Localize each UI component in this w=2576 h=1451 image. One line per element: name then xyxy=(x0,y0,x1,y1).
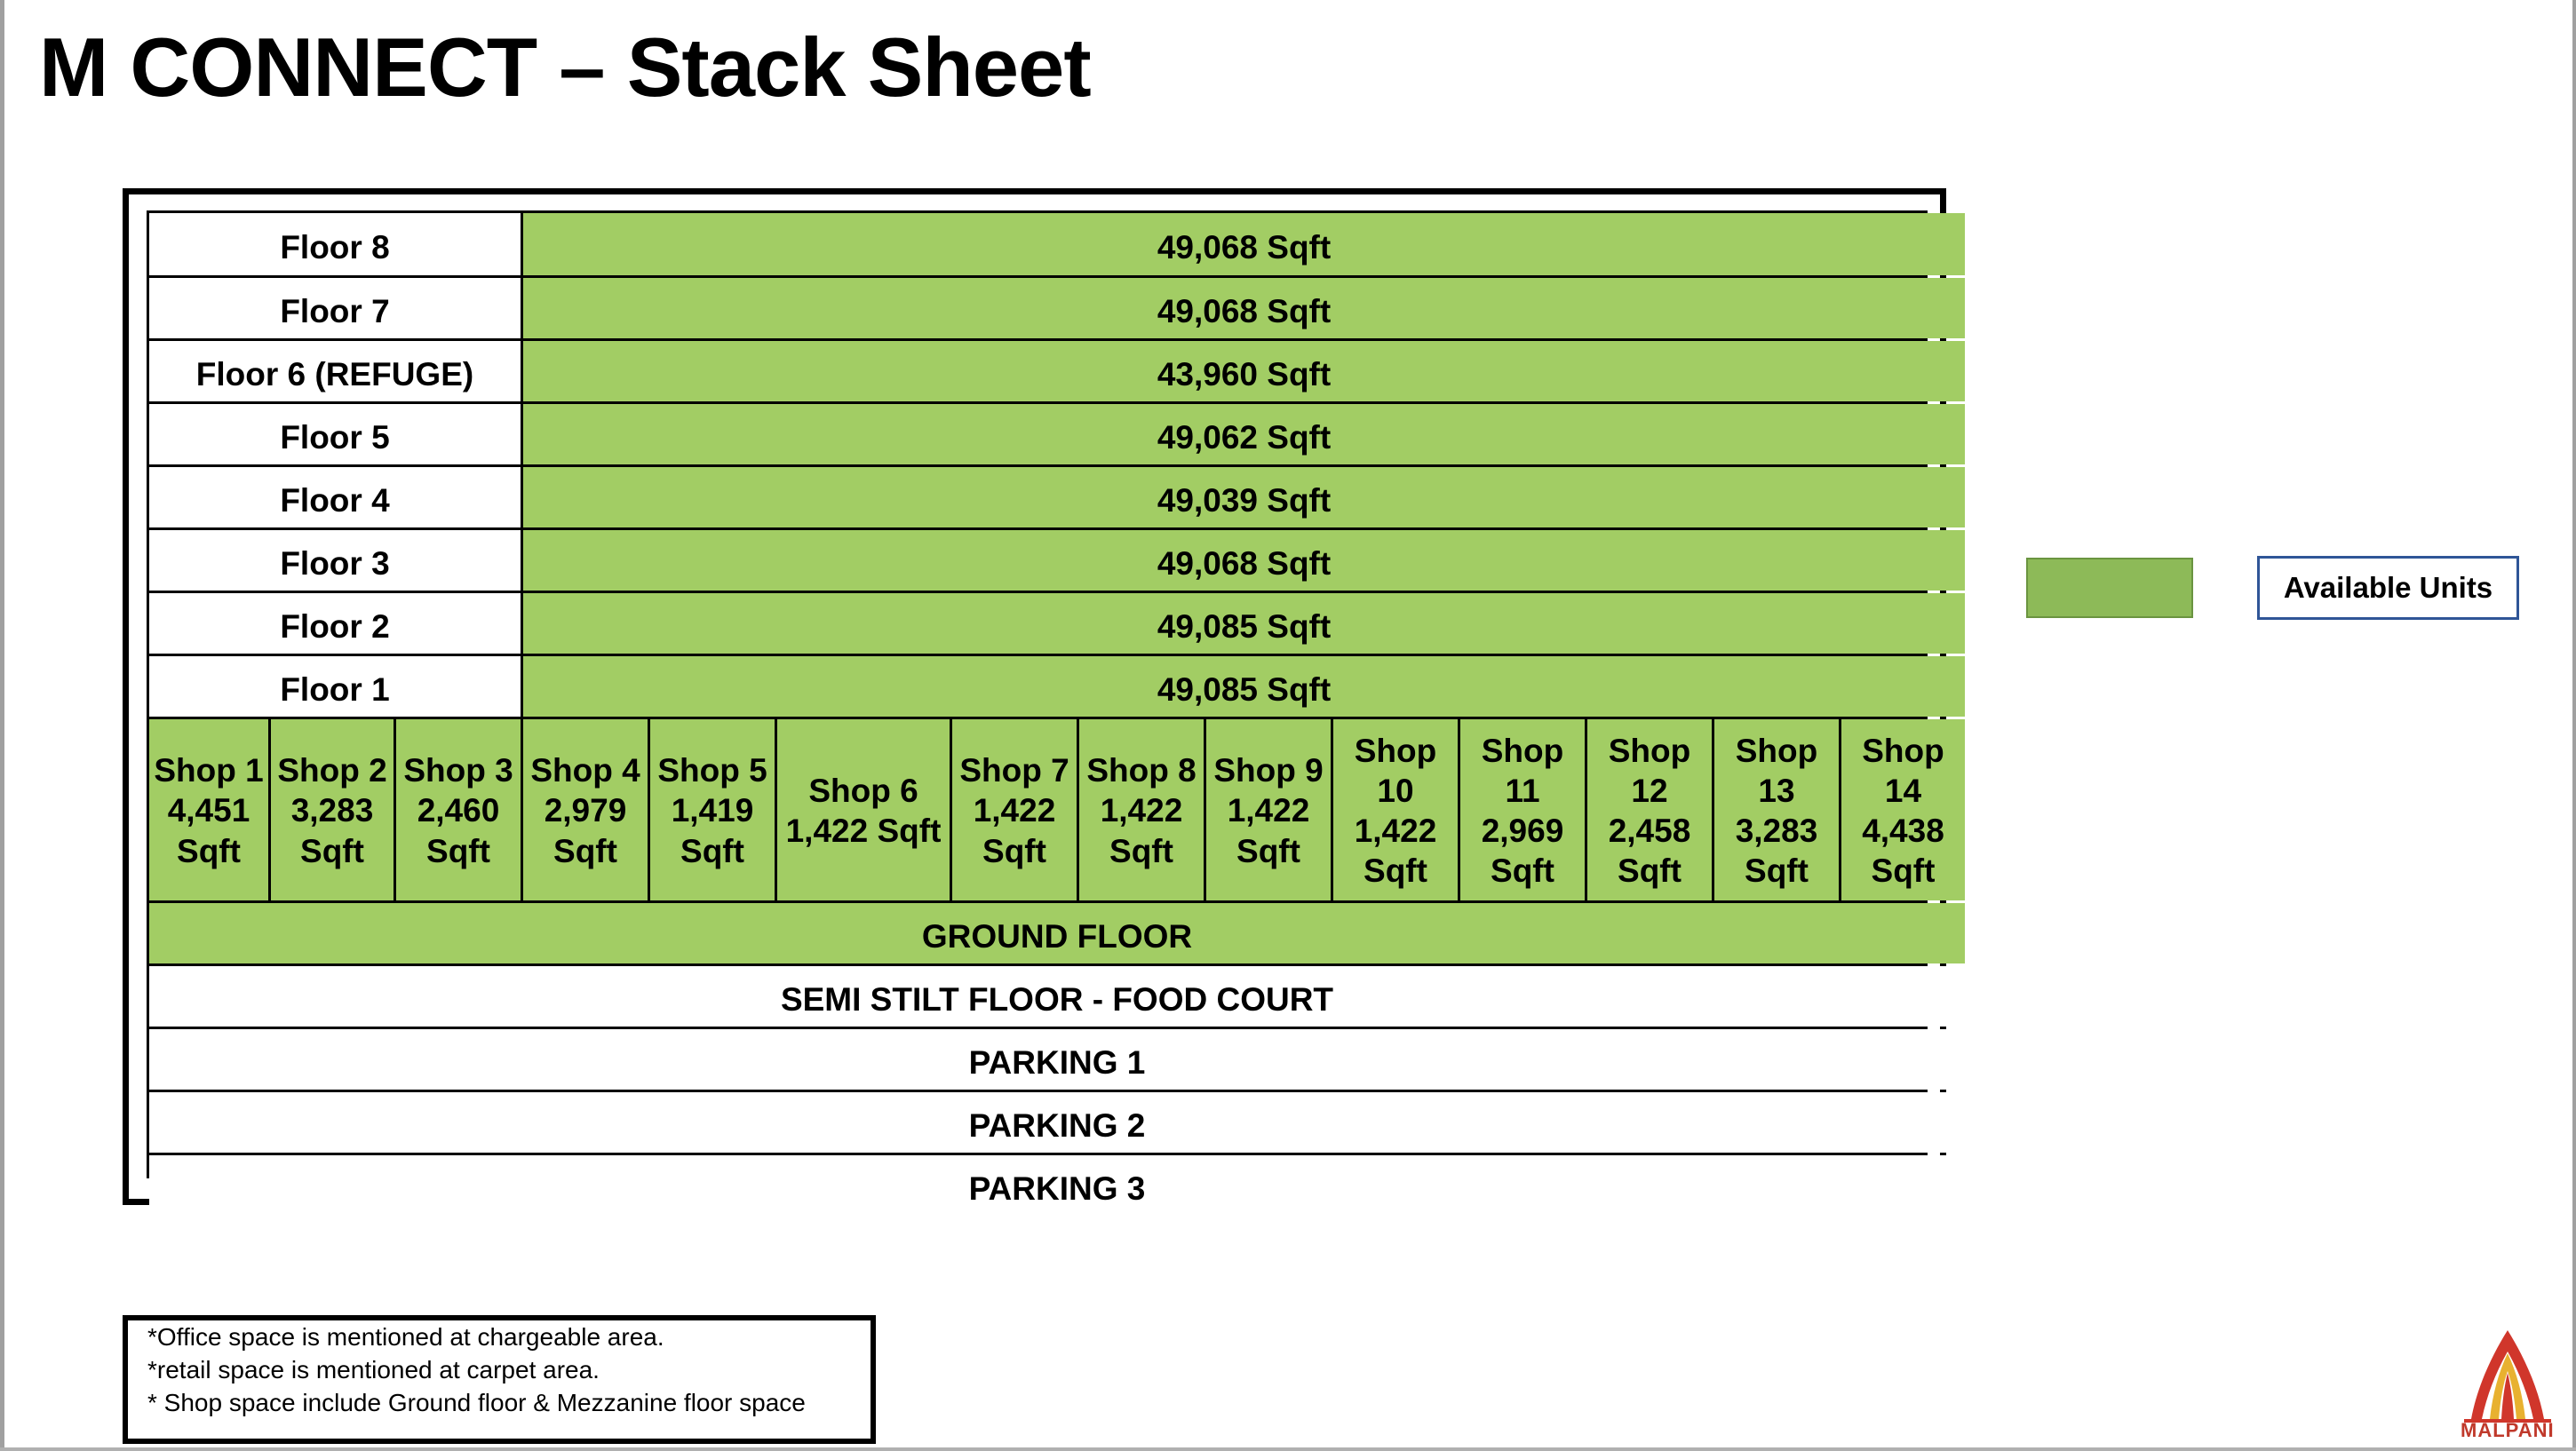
shop-number: 14 xyxy=(1884,772,1922,809)
shop-unit: Sqft xyxy=(1618,852,1682,890)
shop-name: Shop 9 xyxy=(1213,752,1324,789)
shop-8 xyxy=(1079,719,1204,900)
shop-area: 1,422 xyxy=(1227,792,1310,829)
stack-sheet-table xyxy=(147,210,1944,1208)
slide-border-right xyxy=(2572,0,2576,1451)
shop-1 xyxy=(149,719,268,900)
shop-number: 11 xyxy=(1505,772,1540,809)
note-shop-space: * Shop space include Ground floor & Mezzanine floor space xyxy=(147,1389,806,1416)
floor-area-3: 49,068 Sqft xyxy=(523,530,1965,591)
shop-name: Shop 1 xyxy=(154,752,264,789)
shop-unit: Sqft xyxy=(300,832,364,869)
shop-number: 12 xyxy=(1631,772,1668,809)
shop-area: 3,283 xyxy=(290,792,374,829)
shop-name: Shop 6 xyxy=(808,772,918,809)
logo-text: MALPANI xyxy=(2461,1419,2555,1441)
shop-area: 2,460 xyxy=(417,792,500,829)
page-title: M CONNECT – Stack Sheet xyxy=(39,20,1091,114)
shop-7 xyxy=(952,719,1077,900)
shop-area: 1,422 xyxy=(1100,792,1183,829)
shop-number: 10 xyxy=(1377,772,1414,809)
shop-area: 1,422 xyxy=(973,792,1056,829)
shop-12 xyxy=(1587,719,1712,900)
shop-unit: Sqft xyxy=(426,832,490,869)
shop-area: 1,422 Sqft xyxy=(785,813,942,849)
legend-swatch-available xyxy=(2026,558,2193,618)
shop-unit: Sqft xyxy=(982,832,1046,869)
floor-area-5: 49,062 Sqft xyxy=(523,404,1965,464)
shop-13 xyxy=(1714,719,1839,900)
floor-area-1: 49,085 Sqft xyxy=(523,656,1965,717)
shop-area: 4,451 xyxy=(167,792,250,829)
floor-label-5: Floor 5 xyxy=(149,404,521,464)
shop-number: 13 xyxy=(1758,772,1795,809)
semi-stilt-floor-row: SEMI STILT FLOOR - FOOD COURT xyxy=(149,966,1965,1027)
shop-name: Shop 4 xyxy=(530,752,640,789)
ground-floor-row: GROUND FLOOR xyxy=(149,903,1965,963)
floor-label-7: Floor 7 xyxy=(149,278,521,338)
shop-area: 2,979 xyxy=(544,792,627,829)
shop-area: 1,419 xyxy=(671,792,754,829)
slide-border-bottom xyxy=(0,1447,2576,1451)
floor-label-2: Floor 2 xyxy=(149,593,521,654)
shop-name: Shop 8 xyxy=(1086,752,1197,789)
shop-unit: Sqft xyxy=(1491,852,1554,890)
shop-area: 1,422 xyxy=(1354,813,1437,849)
shop-5 xyxy=(650,719,775,900)
floor-label-1: Floor 1 xyxy=(149,656,521,717)
shop-unit: Sqft xyxy=(1871,852,1936,890)
shop-area: 3,283 xyxy=(1735,813,1818,849)
notes-box xyxy=(123,1315,876,1444)
floor-label-6: Floor 6 (REFUGE) xyxy=(149,341,521,401)
legend-label-available: Available Units xyxy=(2257,556,2519,620)
note-office-area: *Office space is mentioned at chargeable area. xyxy=(147,1323,664,1351)
floor-label-4: Floor 4 xyxy=(149,467,521,527)
floor-area-2: 49,085 Sqft xyxy=(523,593,1965,654)
floor-label-3: Floor 3 xyxy=(149,530,521,591)
shop-unit: Sqft xyxy=(1109,832,1173,869)
shop-3 xyxy=(396,719,521,900)
shop-unit: Sqft xyxy=(1745,852,1809,890)
floor-area-7: 49,068 Sqft xyxy=(523,278,1965,338)
shop-name: Shop xyxy=(1862,732,1944,769)
slide-border-left xyxy=(0,0,4,1451)
shop-area: 4,438 xyxy=(1862,813,1944,849)
shop-10 xyxy=(1333,719,1458,900)
floor-label-8: Floor 8 xyxy=(149,213,521,275)
floor-area-8: 49,068 Sqft xyxy=(523,213,1965,275)
shop-area: 2,458 xyxy=(1608,813,1691,849)
shop-name: Shop xyxy=(1481,732,1564,769)
shop-unit: Sqft xyxy=(680,832,744,869)
shop-name: Shop 2 xyxy=(277,752,387,789)
shop-name: Shop xyxy=(1735,732,1818,769)
floor-area-4: 49,039 Sqft xyxy=(523,467,1965,527)
shop-2 xyxy=(271,719,394,900)
shop-6 xyxy=(777,719,950,900)
shop-name: Shop 5 xyxy=(657,752,767,789)
parking-1-row: PARKING 1 xyxy=(149,1029,1965,1090)
shop-14 xyxy=(1841,719,1965,900)
shop-name: Shop xyxy=(1354,732,1437,769)
shop-name: Shop xyxy=(1608,732,1691,769)
shop-unit: Sqft xyxy=(553,832,617,869)
shop-4 xyxy=(523,719,648,900)
shop-unit: Sqft xyxy=(1364,852,1427,890)
shop-11 xyxy=(1460,719,1585,900)
shop-name: Shop 7 xyxy=(959,752,1069,789)
shop-area: 2,969 xyxy=(1481,813,1564,849)
note-retail-area: *retail space is mentioned at carpet area. xyxy=(147,1356,600,1384)
shop-9 xyxy=(1206,719,1331,900)
parking-2-row: PARKING 2 xyxy=(149,1092,1965,1153)
shop-unit: Sqft xyxy=(1236,832,1300,869)
floor-area-6: 43,960 Sqft xyxy=(523,341,1965,401)
shop-name: Shop 3 xyxy=(403,752,513,789)
shop-unit: Sqft xyxy=(177,832,241,869)
parking-3-row: PARKING 3 xyxy=(149,1155,1965,1216)
